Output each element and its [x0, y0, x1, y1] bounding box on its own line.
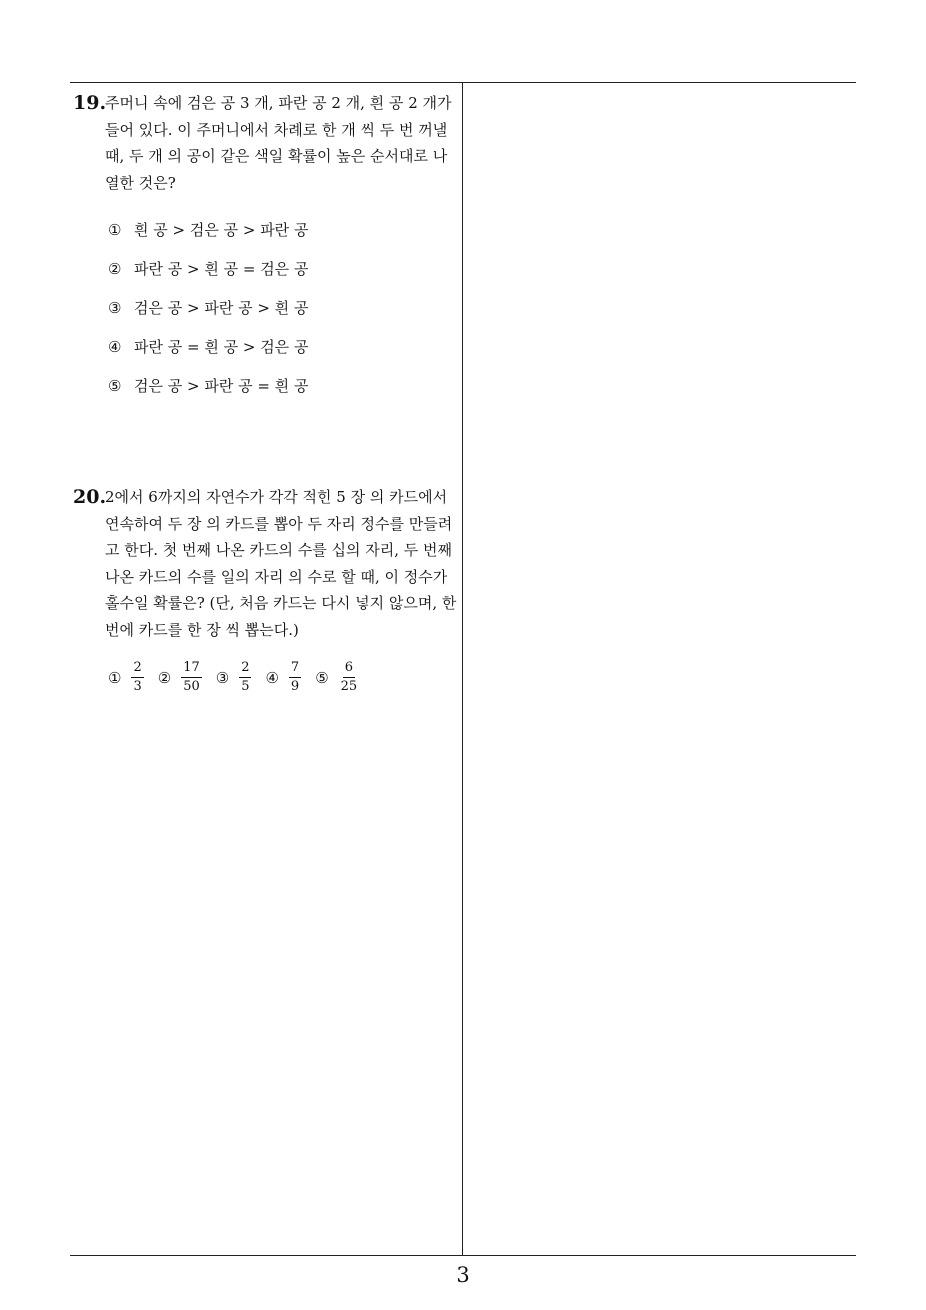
choice-text: 검은 공 > 파란 공 > 흰 공: [134, 299, 309, 317]
fraction-denominator: 3: [133, 679, 142, 694]
fraction-numerator: 6: [343, 660, 355, 678]
choice-number: ④: [265, 668, 279, 687]
fraction-numerator: 17: [181, 660, 202, 678]
choice-1[interactable]: [108, 660, 144, 695]
choice-5[interactable]: [108, 373, 308, 412]
fraction-numerator: 2: [239, 660, 251, 678]
choice-1[interactable]: [108, 217, 308, 256]
choice-text: 파란 공 = 흰 공 > 검은 공: [134, 338, 309, 356]
page-number: 3: [456, 1263, 470, 1287]
choice-text: 파란 공 > 흰 공 = 검은 공: [134, 260, 309, 278]
choice-text: 검은 공 > 파란 공 = 흰 공: [134, 377, 309, 395]
fraction-denominator: 9: [290, 679, 300, 694]
question-20-number: 20.: [73, 486, 107, 508]
choice-2[interactable]: [158, 660, 202, 695]
question-19-number: 19.: [73, 92, 107, 114]
choice-4[interactable]: [108, 334, 308, 373]
fraction-denominator: 50: [183, 679, 200, 694]
choice-number: ③: [108, 299, 122, 317]
choice-number: ⑤: [315, 668, 329, 687]
choice-number: ③: [215, 668, 230, 687]
fraction: [339, 660, 360, 695]
question-20-text: 2에서 6까지의 자연수가 각각 적힌 5 장 의 카드에서 연속하여 두 장 의 카드를 뽑아 두 자리 정수를 만들려 고 한다. 첫 번째 나온 카드의 수를 십의 자리, 두 번째 나온 카드의 수를 일의 자리 의 수로 할 때, 이 정수가 홀수일 확률은? (단, 처음 카드는 다시 넣지 않으며, 한 번에 카드를 한 장 씩 뽑는다.): [105, 488, 457, 639]
top-rule: [70, 82, 856, 83]
choice-3[interactable]: [108, 295, 308, 334]
question-20-choices: [108, 660, 438, 695]
fraction-denominator: 5: [241, 679, 250, 694]
choice-number: ②: [157, 668, 172, 687]
choice-number: ②: [108, 260, 122, 278]
choice-text: 흰 공 > 검은 공 > 파란 공: [134, 221, 309, 239]
choice-5[interactable]: [315, 660, 359, 695]
bottom-rule: [70, 1255, 856, 1256]
choice-4[interactable]: [265, 660, 301, 695]
column-divider: [462, 82, 463, 1255]
fraction-denominator: 25: [340, 679, 358, 694]
question-19-text: 주머니 속에 검은 공 3 개, 파란 공 2 개, 흰 공 2 개가 들어 있다. 이 주머니에서 차례로 한 개 씩 두 번 꺼낼 때, 두 개 의 공이 같은 색일 확률이 높은 순서대로 나 열한 것은?: [105, 94, 452, 192]
fraction: [239, 660, 251, 695]
fraction-numerator: 7: [289, 660, 301, 678]
fraction: [131, 660, 143, 695]
choice-3[interactable]: [216, 660, 252, 695]
question-19: [73, 90, 459, 196]
question-19-choices: [108, 217, 308, 412]
fraction-numerator: 2: [131, 660, 143, 678]
choice-number: ⑤: [108, 377, 122, 395]
choice-number: ①: [108, 668, 122, 687]
choice-number: ④: [108, 338, 122, 356]
choice-number: ①: [108, 221, 122, 239]
question-20: [73, 484, 459, 643]
choice-2[interactable]: [108, 256, 308, 295]
fraction: [181, 660, 202, 695]
fraction: [289, 660, 301, 695]
